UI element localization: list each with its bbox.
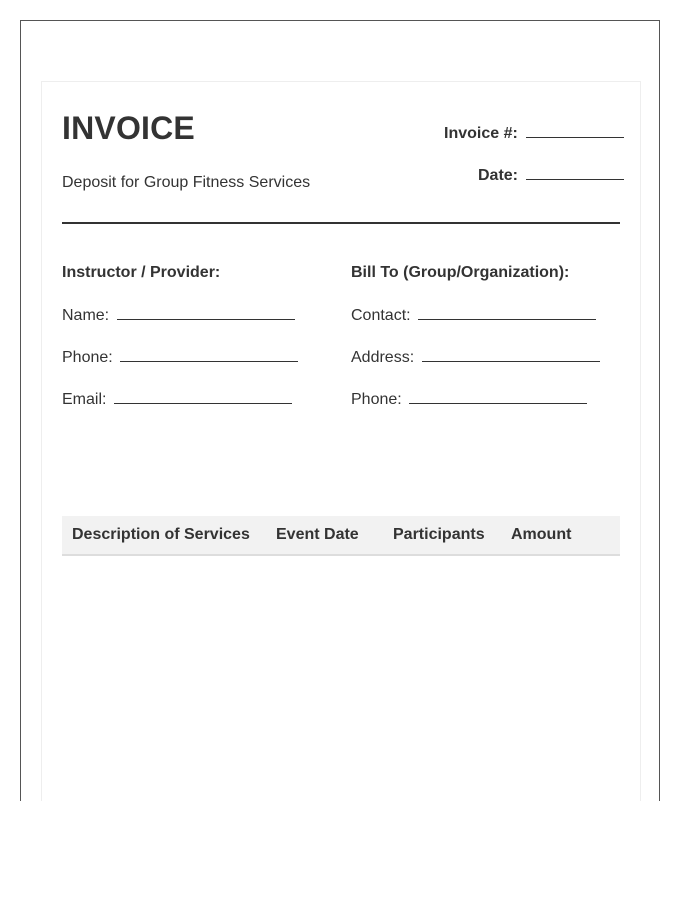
col-header-participants: Participants xyxy=(393,526,485,543)
bill-to-contact-label: Contact: xyxy=(351,307,411,324)
invoice-title: INVOICE xyxy=(62,110,195,146)
invoice-number-blank[interactable] xyxy=(526,123,624,138)
provider-name-field[interactable] xyxy=(62,305,295,325)
date-blank[interactable] xyxy=(526,165,624,180)
bill-to-contact-blank[interactable] xyxy=(418,305,596,320)
col-header-event-date: Event Date xyxy=(276,526,359,543)
col-header-description: Description of Services xyxy=(72,526,250,543)
bill-to-address-field[interactable] xyxy=(351,347,600,367)
invoice-card xyxy=(41,81,641,801)
provider-email-field[interactable] xyxy=(62,389,292,409)
provider-name-blank[interactable] xyxy=(117,305,295,320)
bill-to-heading: Bill To (Group/Organization): xyxy=(351,264,570,281)
provider-heading: Instructor / Provider: xyxy=(62,264,221,281)
header-divider xyxy=(62,222,620,224)
provider-phone-blank[interactable] xyxy=(120,347,298,362)
bill-to-phone-blank[interactable] xyxy=(409,389,587,404)
provider-email-blank[interactable] xyxy=(114,389,292,404)
date-field[interactable] xyxy=(478,165,624,185)
col-header-amount: Amount xyxy=(511,526,572,543)
provider-phone-field[interactable] xyxy=(62,347,298,367)
bill-to-phone-field[interactable] xyxy=(351,389,587,409)
provider-name-label: Name: xyxy=(62,307,110,324)
invoice-number-field[interactable] xyxy=(444,123,624,143)
bill-to-phone-label: Phone: xyxy=(351,391,402,408)
provider-email-label: Email: xyxy=(62,391,107,408)
bill-to-contact-field[interactable] xyxy=(351,305,596,325)
invoice-subtitle: Deposit for Group Fitness Services xyxy=(62,174,311,191)
bill-to-address-label: Address: xyxy=(351,349,415,366)
provider-phone-label: Phone: xyxy=(62,349,113,366)
services-table-header xyxy=(62,516,620,556)
invoice-number-label: Invoice #: xyxy=(444,125,518,142)
bill-to-address-blank[interactable] xyxy=(422,347,600,362)
page-frame xyxy=(20,20,660,801)
date-label: Date: xyxy=(478,167,519,184)
